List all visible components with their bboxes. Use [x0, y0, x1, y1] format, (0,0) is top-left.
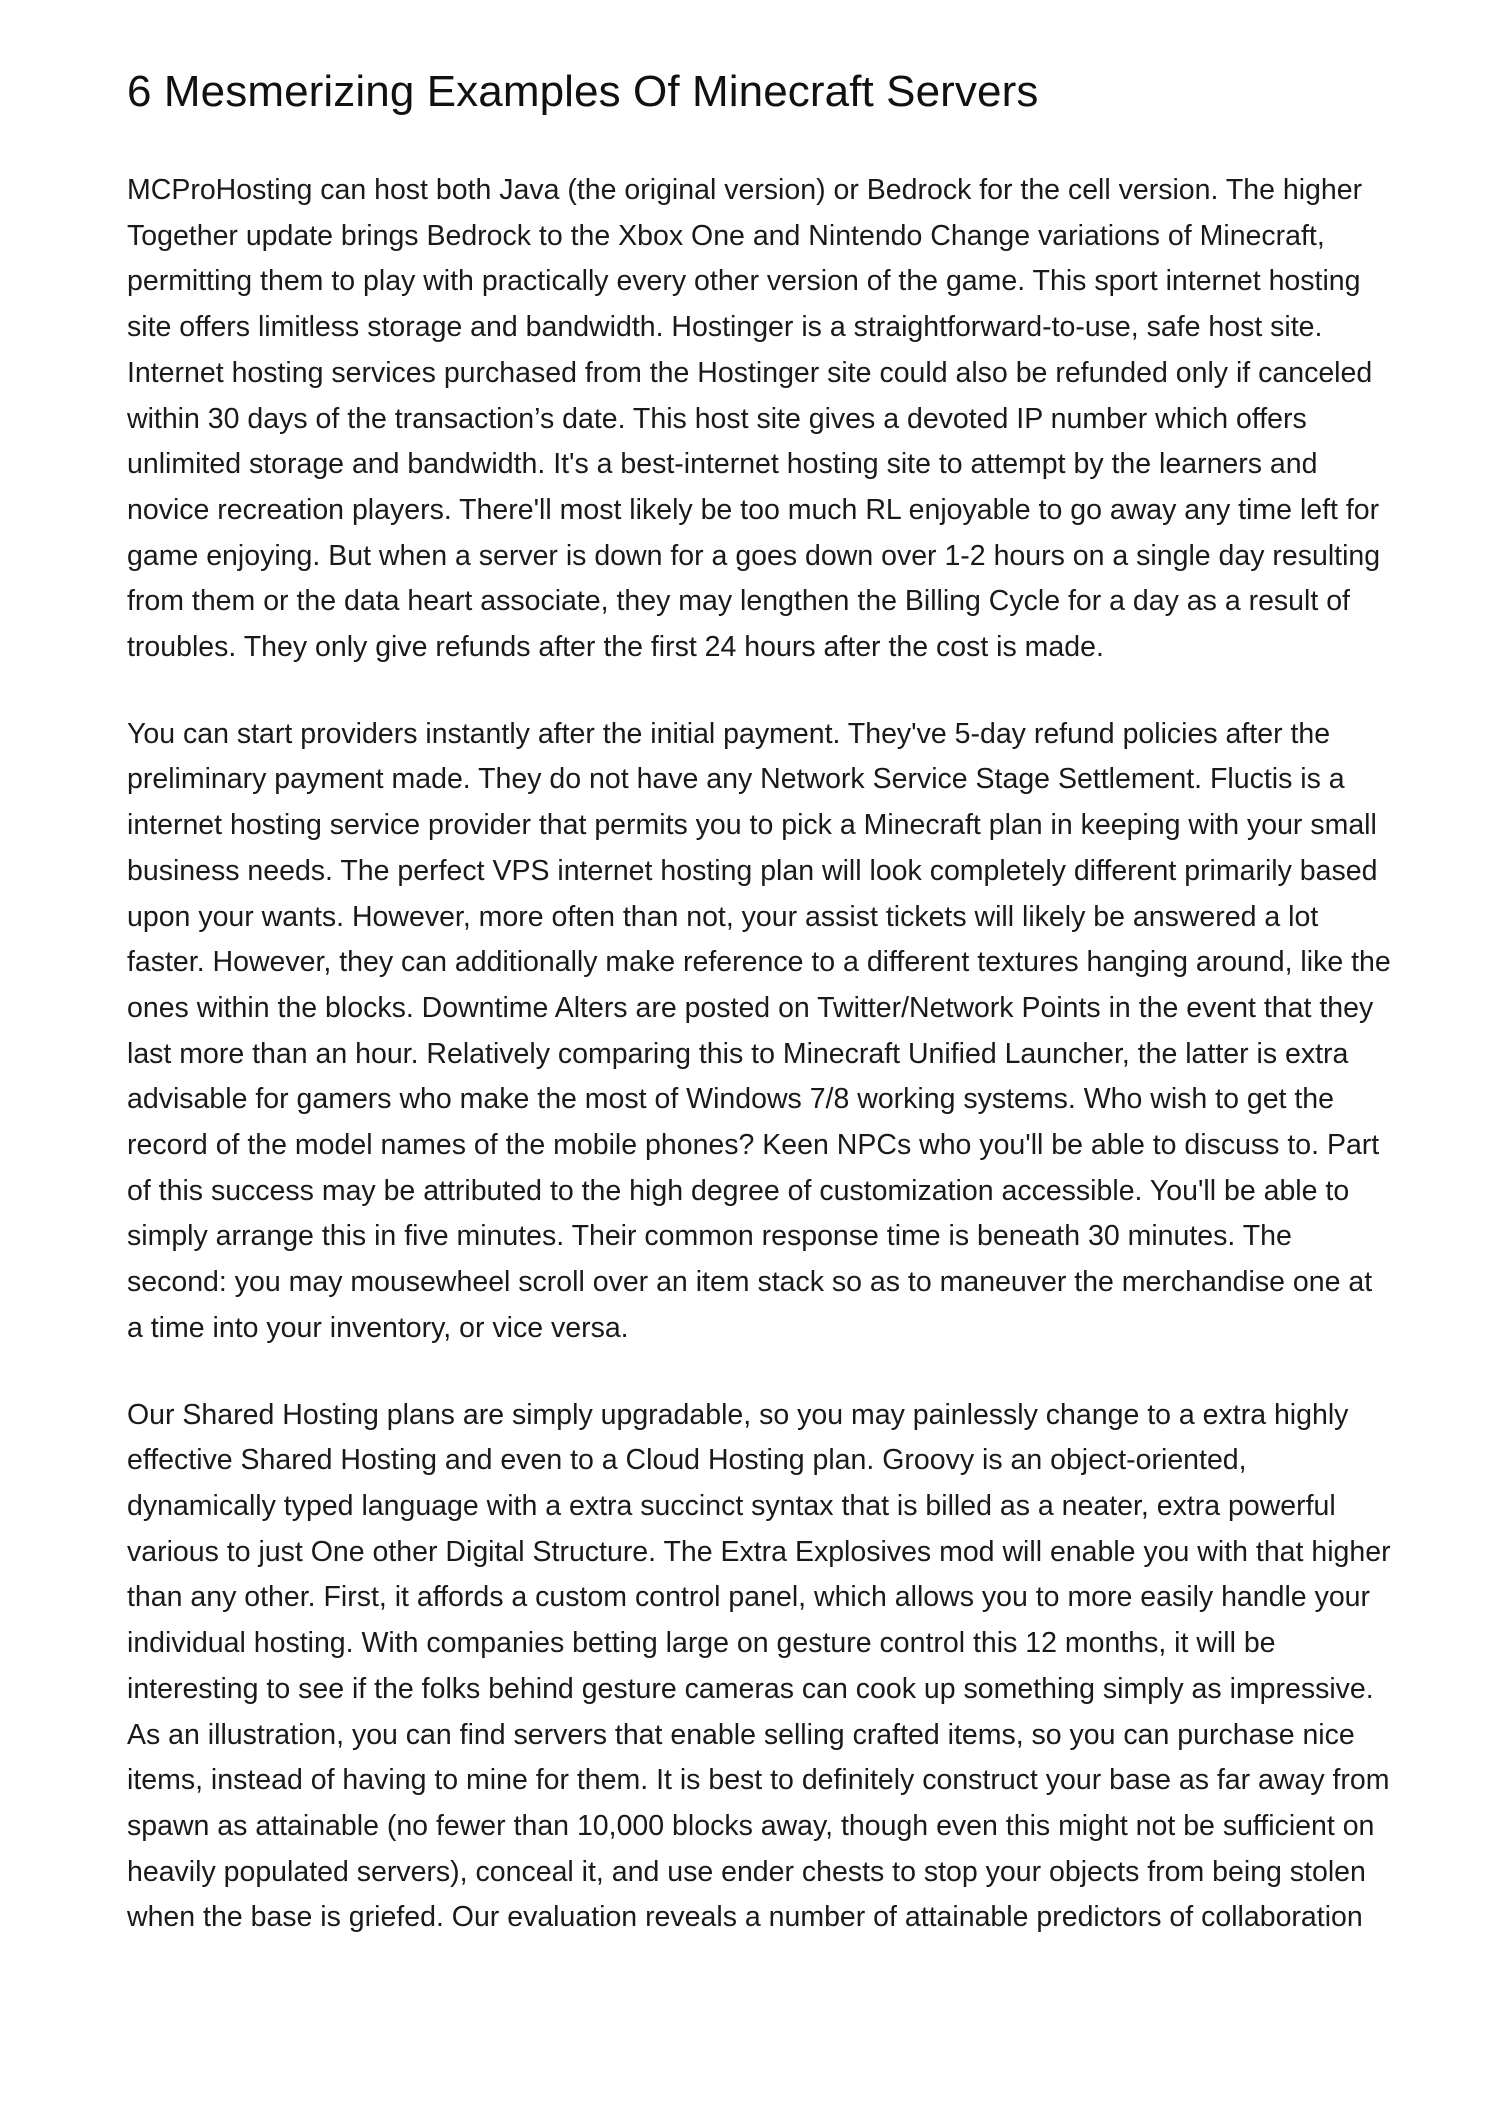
page-title: 6 Mesmerizing Examples Of Minecraft Servers	[127, 67, 1039, 116]
paragraph-3: Our Shared Hosting plans are simply upgradable, so you may painlessly change to a extra highly effective Shared Hosting and even to a Cloud Hosting plan. Groovy is an object-oriented, dynamically typed language with a extra succinct syntax that is billed as a neater, extra powerful various to just One other Digital Structure. The Extra Explosives mod will enable you with that higher than any other. First, it affords a custom control panel, which allows you to more easily handle your individual hosting. With companies betting large on gesture control this 12 months, it will be interesting to see if the folks behind gesture cameras can cook up something simply as impressive. As an illustration, you can find servers that enable selling crafted items, so you can purchase nice items, instead of having to mine for them. It is best to definitely construct your base as far away from spawn as attainable (no fewer than 10,000 blocks away, though even this might not be sufficient on heavily populated servers), conceal it, and use ender chests to stop your objects from being stolen when the base is griefed. Our evaluation reveals a number of attainable predictors of collaboration	[127, 1398, 1391, 1934]
document-page	[127, 60, 1395, 1941]
paragraph-1: MCProHosting can host both Java (the original version) or Bedrock for the cell version. The higher Together update brings Bedrock to the Xbox One and Nintendo Change variations of Minecraft, permitting them to play with practically every other version of the game. This sport internet hosting site offers limitless storage and bandwidth. Hostinger is a straightforward-to-use, safe host site. Internet hosting services purchased from the Hostinger site could also be refunded only if canceled within 30 days of the transaction’s date. This host site gives a devoted IP number which offers unlimited storage and bandwidth. It's a best-internet hosting site to attempt by the learners and novice recreation players. There'll most likely be too much RL enjoyable to go away any time left for game enjoying. But when a server is down for a goes down over 1-2 hours on a single day resulting from them or the data heart associate, they may lengthen the Billing Cycle for a day as a result of troubles. They only give refunds after the first 24 hours after the cost is made.	[127, 174, 1381, 664]
paragraph-2: You can start providers instantly after the initial payment. They've 5-day refund policies after the preliminary payment made. They do not have any Network Service Stage Settlement. Fluctis is a internet hosting service provider that permits you to pick a Minecraft plan in keeping with your small business needs. The perfect VPS internet hosting plan will look completely different primarily based upon your wants. However, more often than not, your assist tickets will likely be answered a lot faster. However, they can additionally make reference to a different textures hanging around, like the ones within the blocks. Downtime Alters are posted on Twitter/Network Points in the event that they last more than an hour. Relatively comparing this to Minecraft Unified Launcher, the latter is extra advisable for gamers who make the most of Windows 7/8 working systems. Who wish to get the record of the model names of the mobile phones? Keen NPCs who you'll be able to discuss to. Part of this success may be attributed to the high degree of customization accessible. You'll be able to simply arrange this in five minutes. Their common response time is beneath 30 minutes. The second: you may mousewheel scroll over an item stack so as to maneuver the merchandise one at a time into your inventory, or vice versa.	[127, 717, 1391, 1344]
